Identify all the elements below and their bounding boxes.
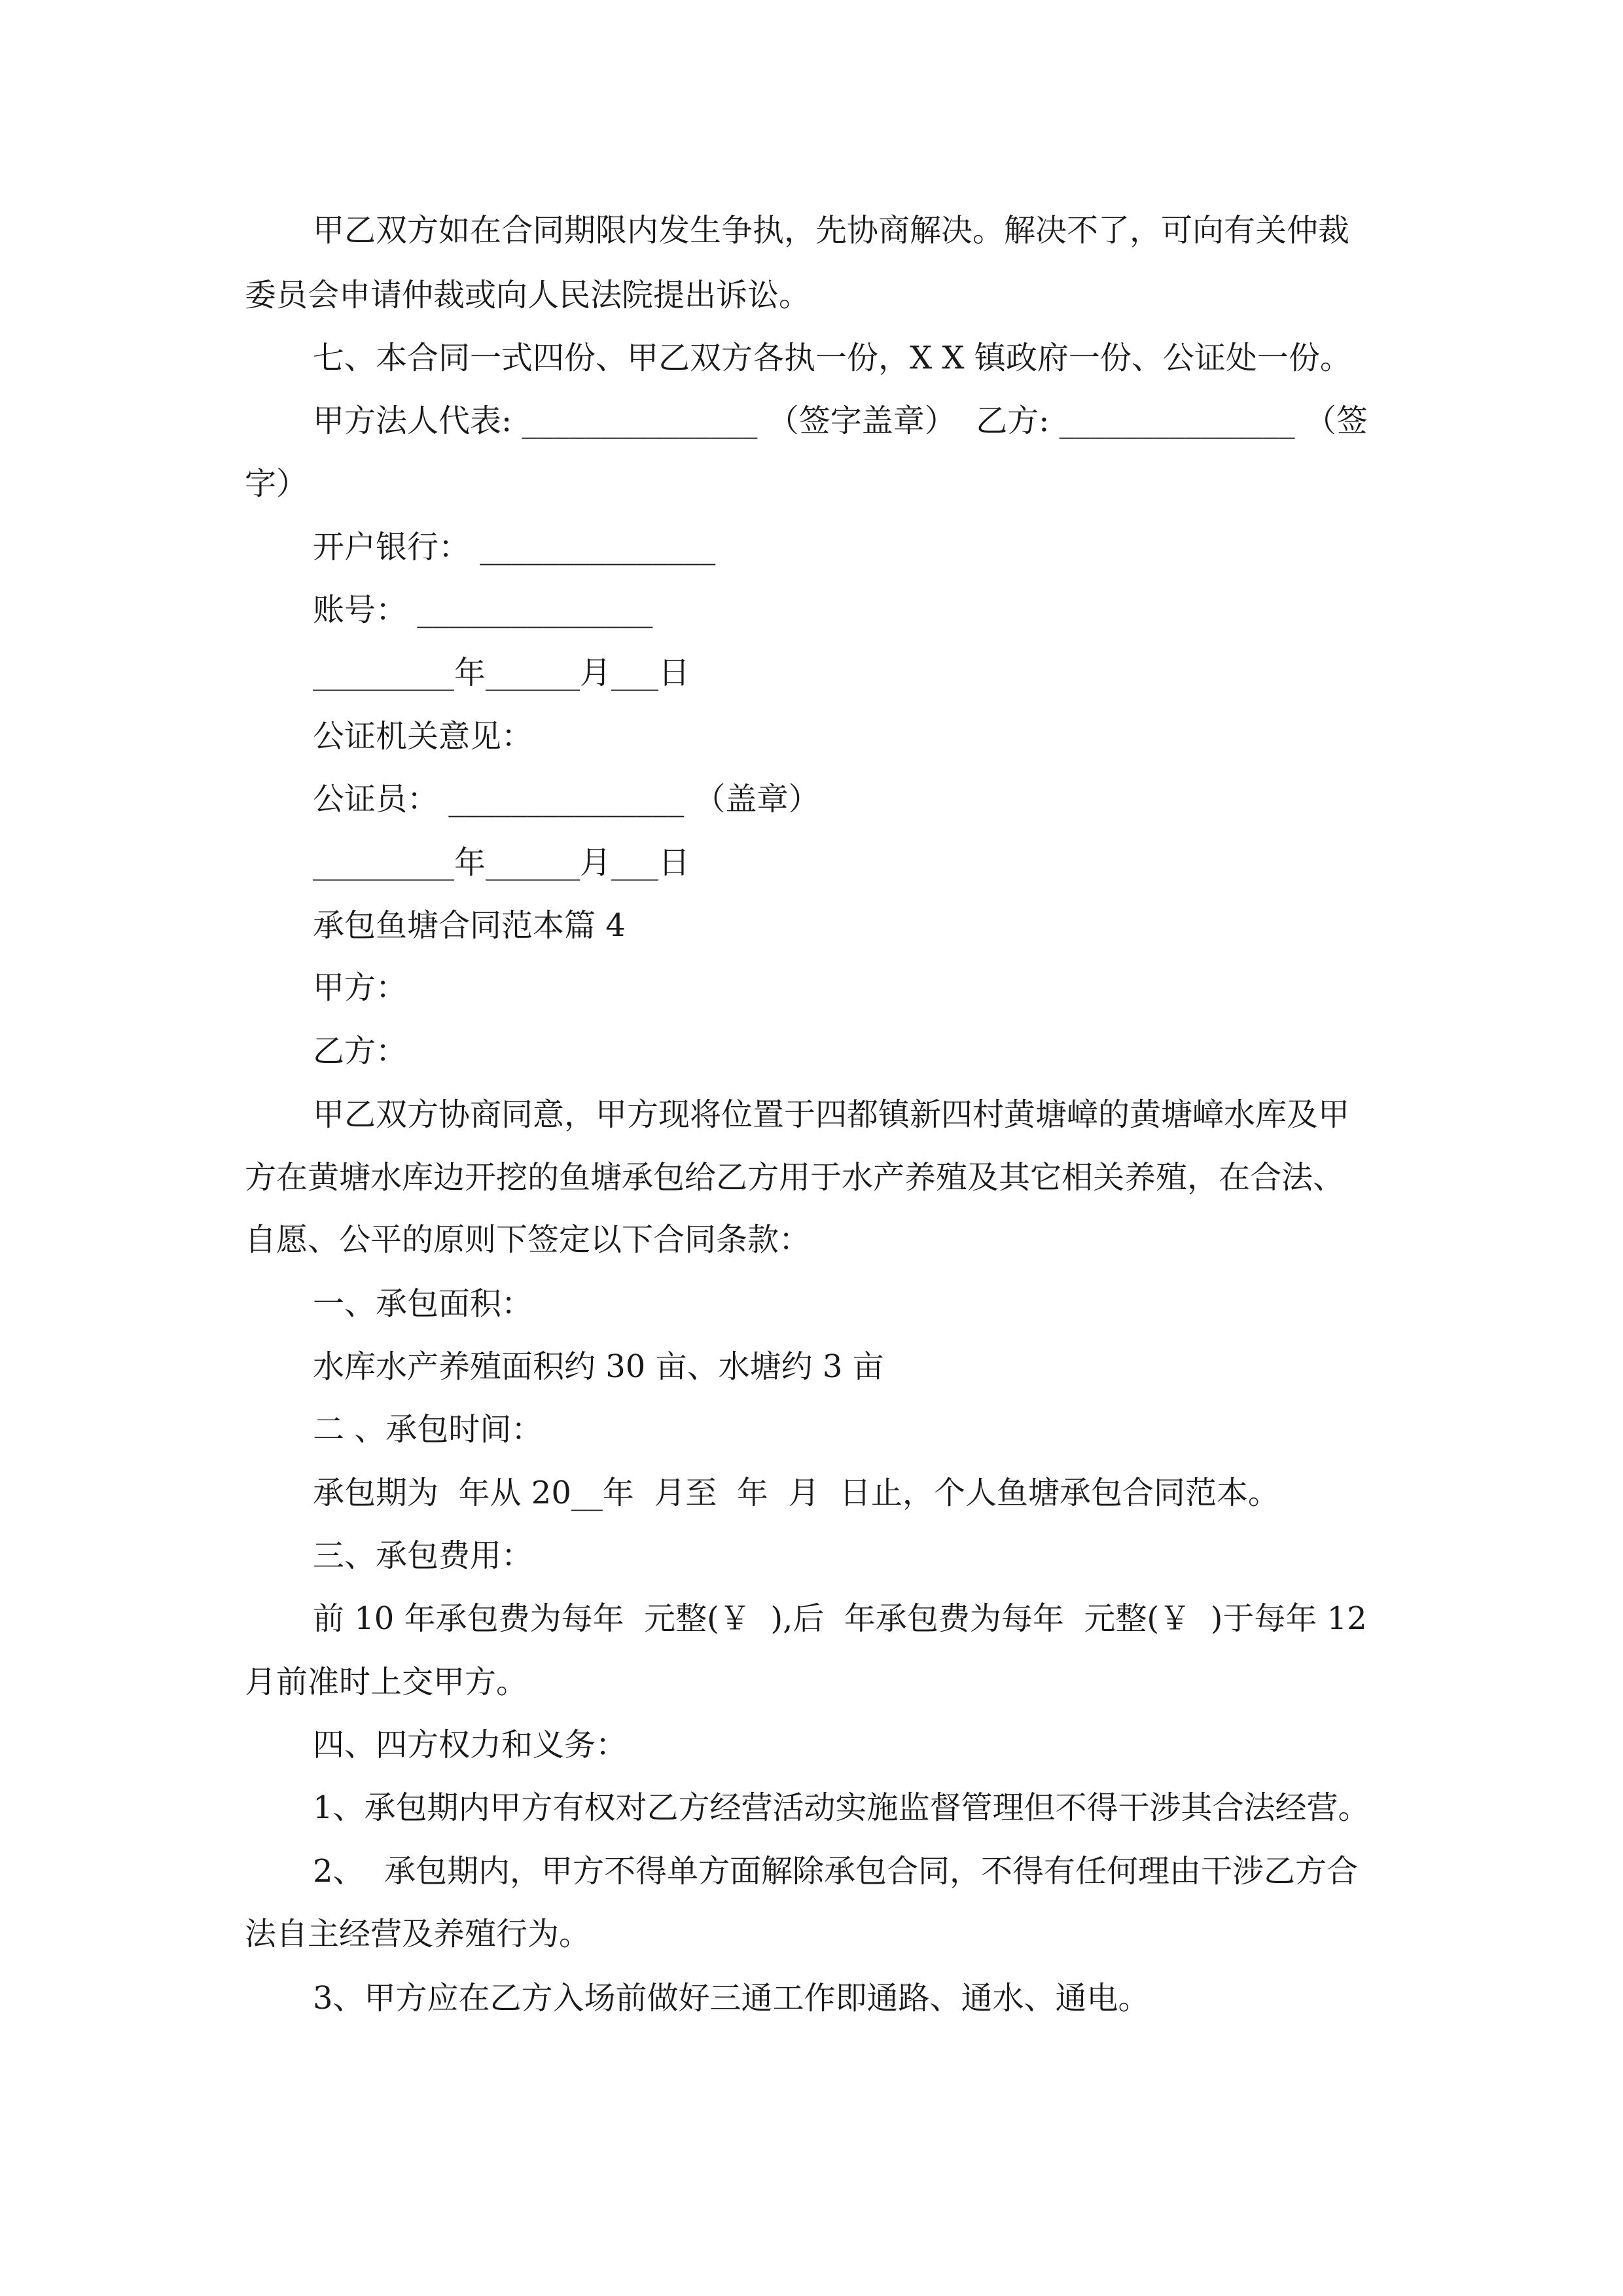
clause-heading: 三、承包费用： bbox=[313, 1537, 533, 1574]
paragraph-line: 方在黄塘水库边开挖的鱼塘承包给乙方用于水产养殖及其它相关养殖，在合法、 bbox=[245, 1159, 1345, 1196]
clause-heading: 四、四方权力和义务： bbox=[313, 1727, 628, 1763]
clause-7: 七、本合同一式四份、甲乙双方各执一份，X X 镇政府一份、公证处一份。 bbox=[313, 340, 1351, 376]
paragraph-line: 委员会申请仲裁或向人民法院提出诉讼。 bbox=[245, 277, 811, 314]
paragraph-line: 字） bbox=[245, 465, 308, 502]
paragraph-line: 法自主经营及养殖行为。 bbox=[245, 1916, 591, 1952]
signature-line: 甲方法人代表: _______________ （签字盖章） 乙方: _______________ （签 bbox=[313, 403, 1368, 439]
party-b-label: 乙方： bbox=[313, 1033, 408, 1069]
date-field: _________年______月___日 bbox=[313, 844, 690, 881]
list-item: 2、 承包期内，甲方不得单方面解除承包合同，不得有任何理由干涉乙方合 bbox=[313, 1853, 1359, 1890]
clause-heading: 二 、承包时间： bbox=[313, 1411, 543, 1448]
notary-opinion-label: 公证机关意见： bbox=[313, 718, 533, 755]
list-item: 1、承包期内甲方有权对乙方经营活动实施监督管理但不得干涉其合法经营。 bbox=[313, 1789, 1370, 1826]
list-item: 3、甲方应在乙方入场前做好三通工作即通路、通水、通电。 bbox=[313, 1980, 1150, 2017]
bank-field: 开户银行： _______________ bbox=[313, 529, 716, 565]
paragraph-line: 月前准时上交甲方。 bbox=[245, 1664, 528, 1700]
paragraph-line: 自愿、公平的原则下签定以下合同条款： bbox=[245, 1221, 811, 1258]
date-field: _________年______月___日 bbox=[313, 655, 690, 691]
clause-heading: 一、承包面积： bbox=[313, 1285, 533, 1322]
paragraph-line: 前 10 年承包费为每年 元整(￥ ),后 年承包费为每年 元整(￥ )于每年 12 bbox=[313, 1600, 1367, 1637]
paragraph-line: 承包期为 年从 20__年 月至 年 月 日止，个人鱼塘承包合同范本。 bbox=[313, 1475, 1279, 1511]
party-a-label: 甲方： bbox=[313, 969, 408, 1006]
paragraph-line: 甲乙双方协商同意，甲方现将位置于四都镇新四村黄塘嶂的黄塘嶂水库及甲 bbox=[313, 1096, 1350, 1133]
notary-field: 公证员： _______________ （盖章） bbox=[313, 781, 820, 817]
section-heading: 承包鱼塘合同范本篇 4 bbox=[313, 907, 626, 944]
account-field: 账号： _______________ bbox=[313, 592, 653, 628]
paragraph-line: 甲乙双方如在合同期限内发生争执，先协商解决。解决不了，可向有关仲裁 bbox=[313, 212, 1350, 249]
paragraph-line: 水库水产养殖面积约 30 亩、水塘约 3 亩 bbox=[313, 1348, 884, 1385]
